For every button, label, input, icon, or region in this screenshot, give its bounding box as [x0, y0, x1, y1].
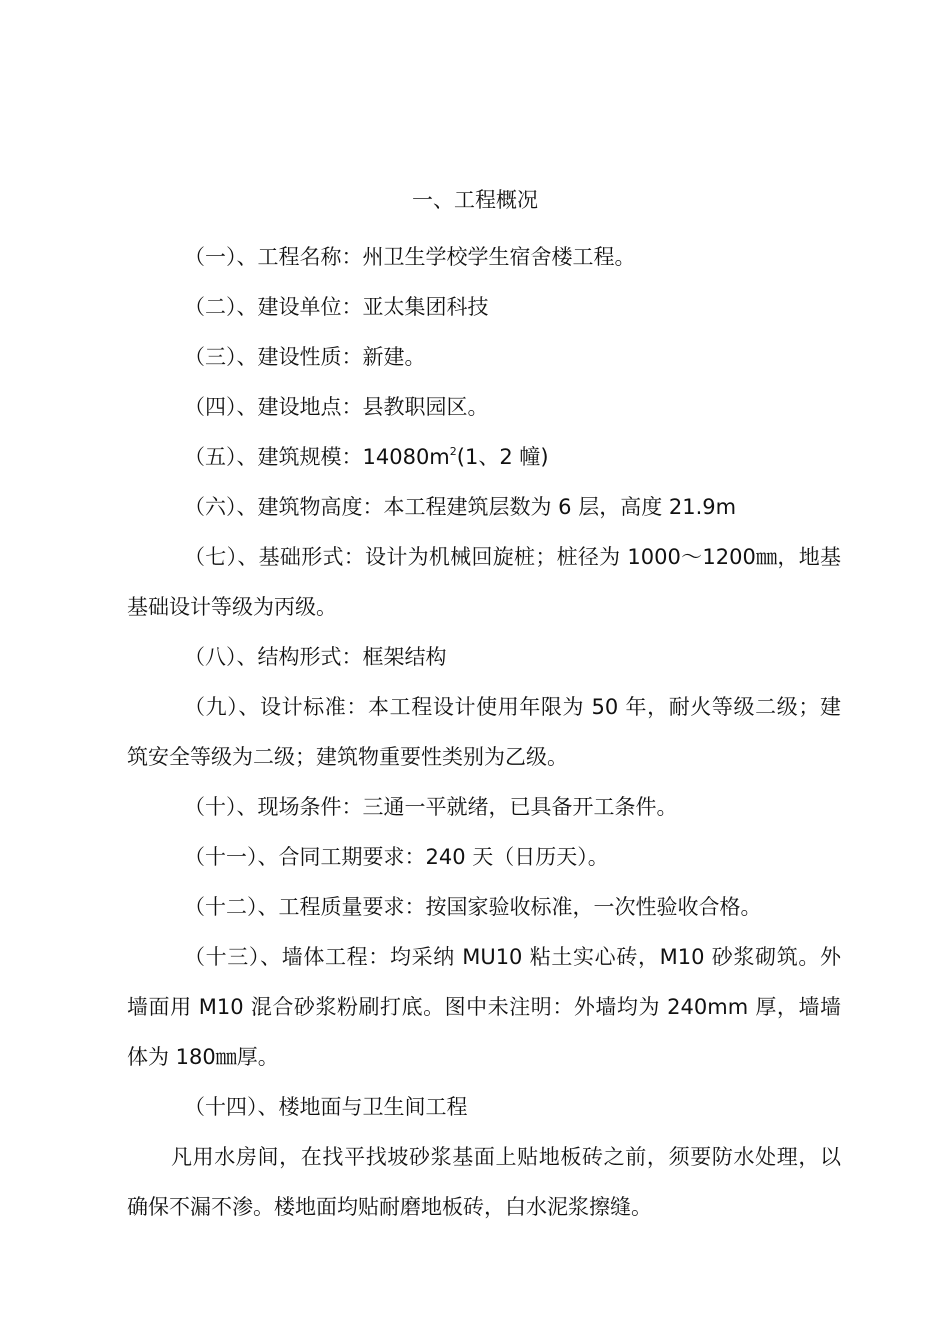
section-title: 一、工程概况 [412, 188, 538, 212]
item-quality-requirement: （十二）、工程质量要求：按国家验收标准，一次性验收合格。 [184, 895, 762, 919]
item-floor-and-toilet: （十四）、楼地面与卫生间工程 [184, 1095, 468, 1119]
item-contract-period: （十一）、合同工期要求：240 天（日历天）。 [184, 845, 609, 869]
area-unit-superscript: 2 [449, 445, 457, 458]
item-building-height: （六）、建筑物高度：本工程建筑层数为 6 层，高度 21.9m [184, 495, 737, 519]
building-scale-note: (1、2 幢) [456, 445, 549, 469]
item-project-name: （一）、工程名称：州卫生学校学生宿舍楼工程。 [184, 245, 636, 269]
building-scale-main: （五）、建筑规模：14080m [184, 445, 450, 469]
item-design-standard: （九）、设计标准：本工程设计使用年限为 50 年，耐火等级二级；建筑安全等级为二级；建筑物重要性类别为乙级。 [127, 695, 841, 769]
paragraph-waterproofing: 凡用水房间，在找平找坡砂浆基面上贴地板砖之前，须要防水处理，以确保不漏不渗。楼地面均贴耐磨地板砖，白水泥浆擦缝。 [127, 1145, 841, 1219]
item-structure-type: （八）、结构形式：框架结构 [184, 645, 447, 669]
item-construction-site: （四）、建设地点：县教职园区。 [184, 395, 489, 419]
document-body [127, 232, 841, 1232]
item-foundation-type: （七）、基础形式：设计为机械回旋桩；桩径为 1000～1200㎜，地基基础设计等级为丙级。 [127, 545, 841, 619]
item-wall-works: （十三）、墙体工程：均采纳 MU10 粘土实心砖，M10 砂浆砌筑。外墙面用 M10 混合砂浆粉刷打底。图中未注明：外墙均为 240mm 厚，墙墙体为 180㎜厚。 [127, 945, 841, 1069]
item-building-scale [127, 432, 841, 482]
item-site-conditions: （十）、现场条件：三通一平就绪，已具备开工条件。 [184, 795, 678, 819]
item-construction-nature: （三）、建设性质：新建。 [184, 345, 426, 369]
item-construction-unit: （二）、建设单位：亚太集团科技 [184, 295, 489, 319]
